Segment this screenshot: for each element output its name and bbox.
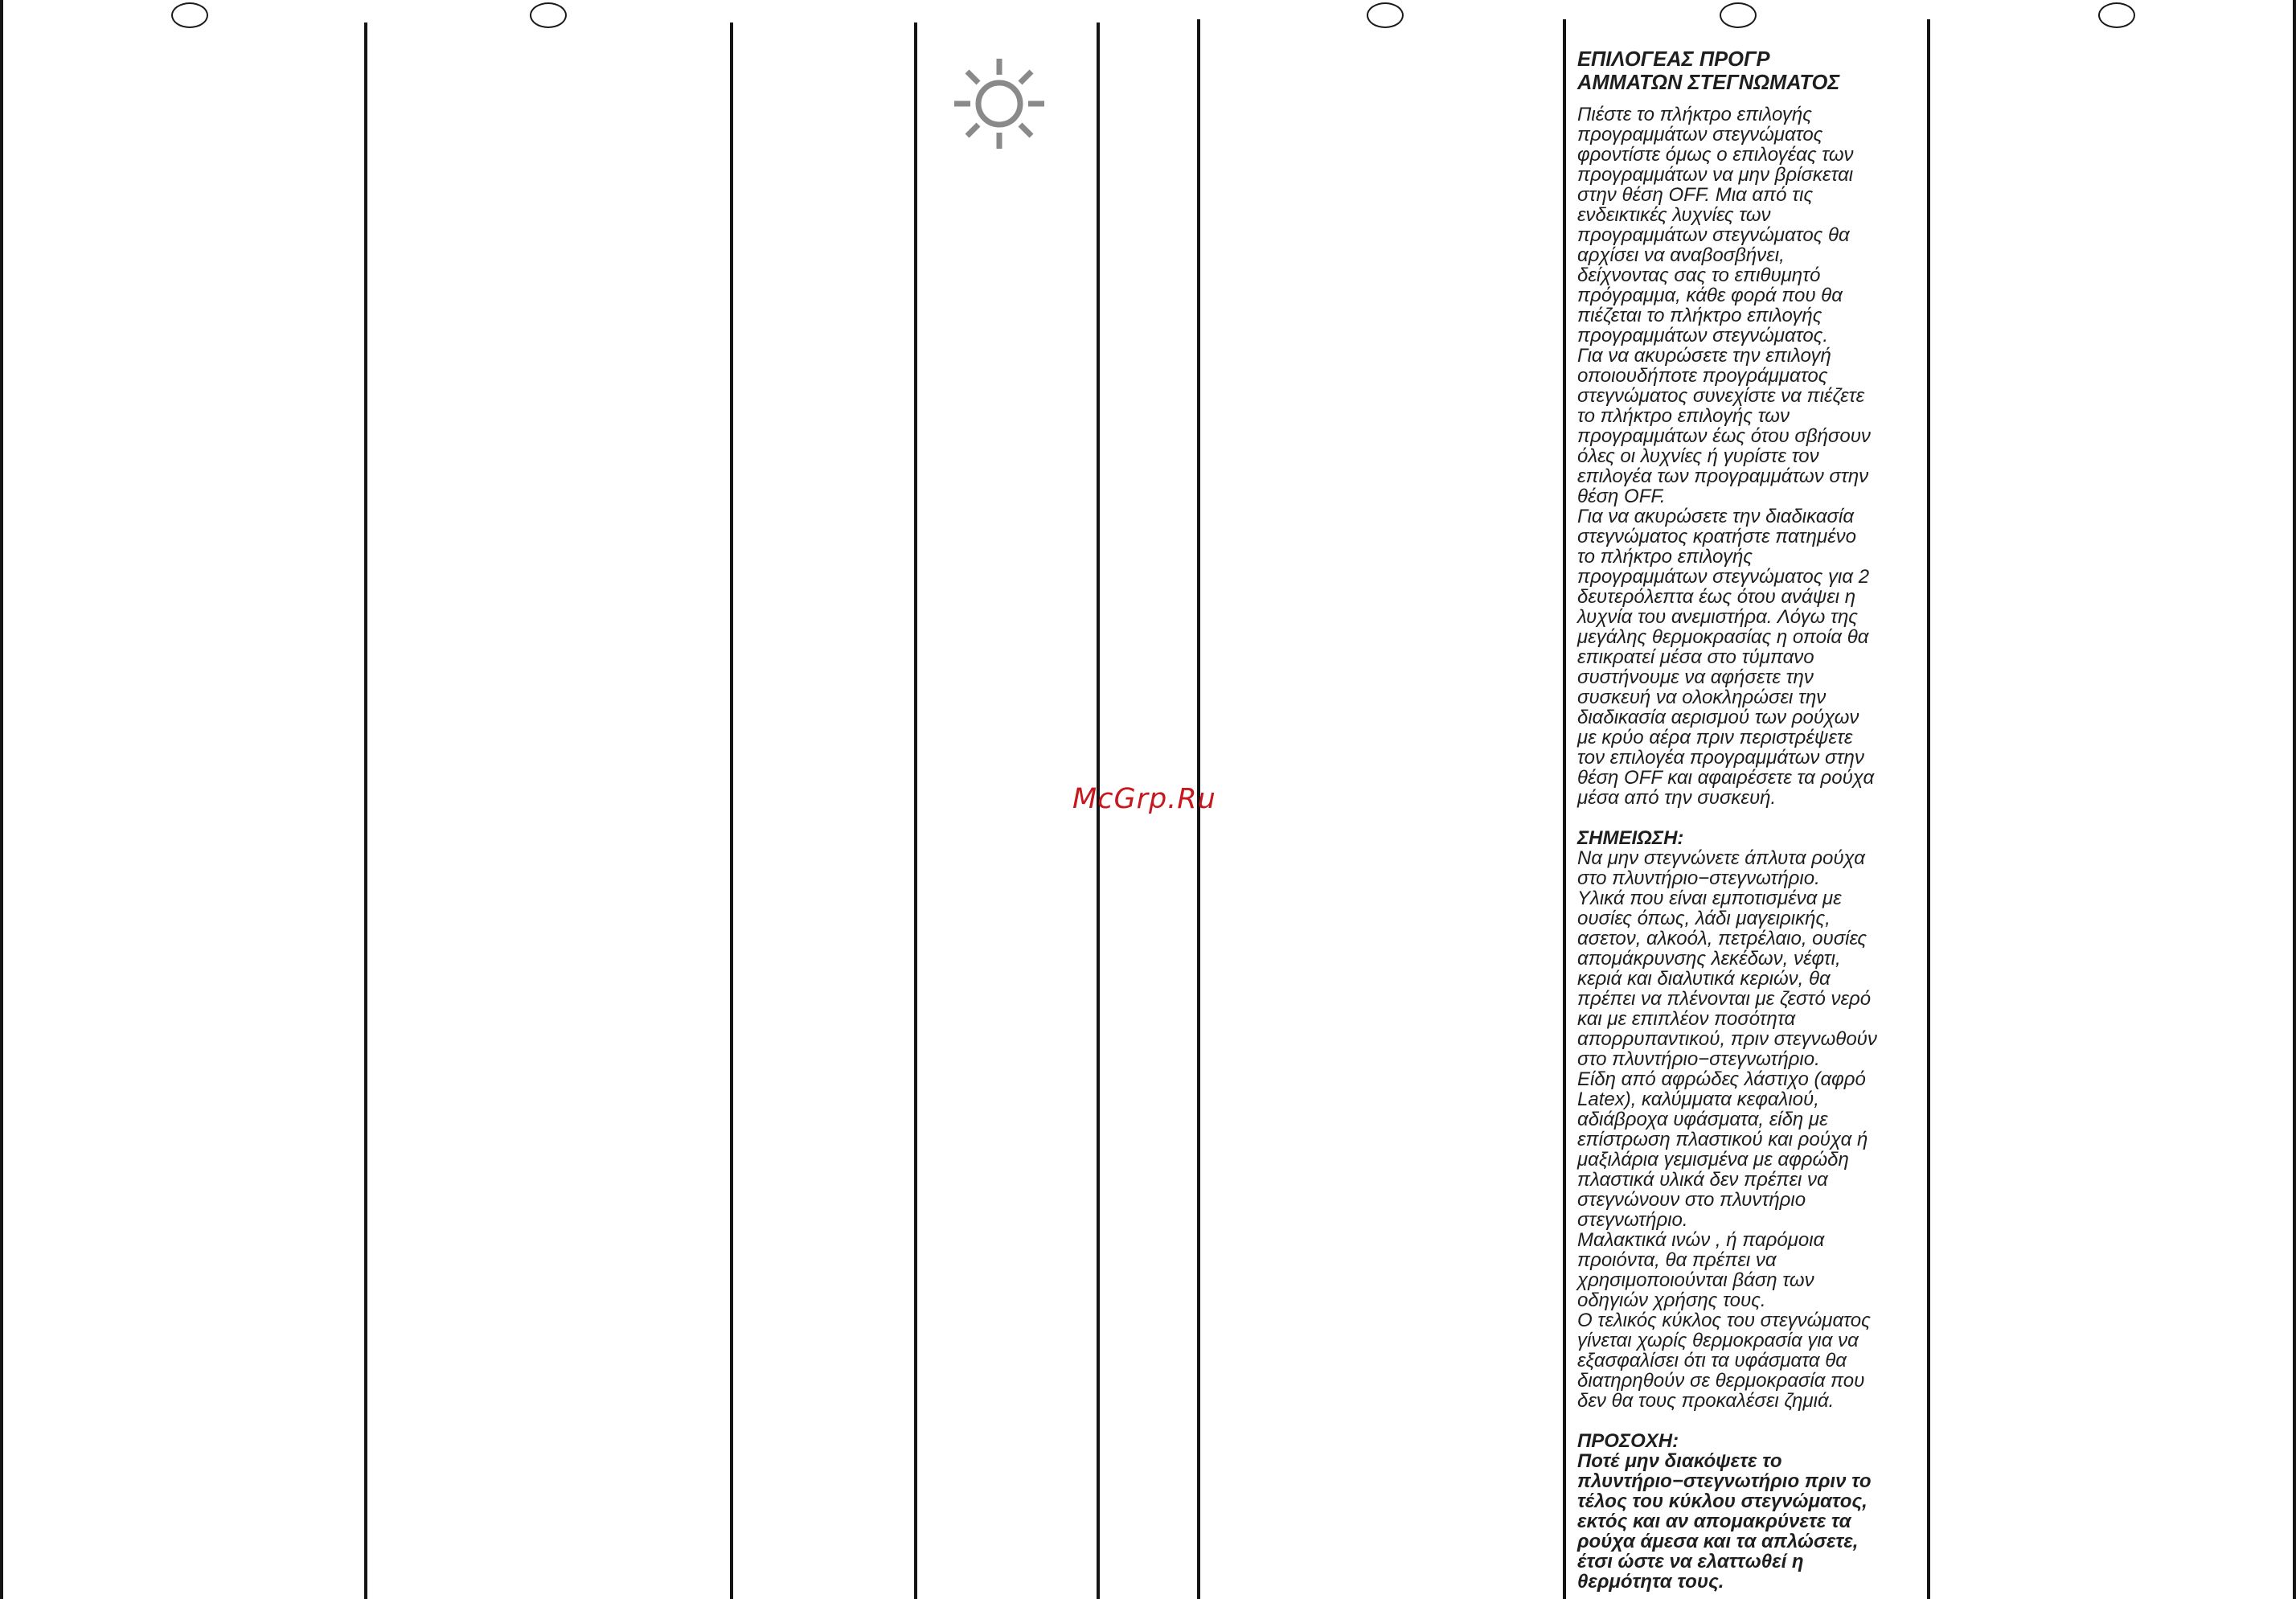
punch-hole-marker <box>1720 2 1757 28</box>
column-rule <box>0 0 3 1599</box>
column-rule <box>2293 0 2296 1599</box>
column-rule <box>914 23 917 1599</box>
column-rule <box>730 23 733 1599</box>
column-rule <box>1563 19 1566 1599</box>
section-heading: ΕΠΙΛΟΓΕΑΣ ΠΡΟΓΡ ΑΜΜΑΤΩΝ ΣΤΕΓΝΩΜΑΤΟΣ <box>1577 48 1840 94</box>
punch-hole-marker <box>1367 2 1404 28</box>
watermark: McGrp.Ru <box>1072 783 1216 815</box>
dryer-program-selector-section <box>1577 48 1931 1592</box>
punch-hole-marker <box>171 2 208 28</box>
column-rule <box>364 23 367 1599</box>
sun-icon <box>953 57 1046 150</box>
punch-hole-marker <box>530 2 567 28</box>
warning-paragraph: Ποτέ μην διακόψετε το πλυντήριο−στεγνωτήριο πριν το τέλος του κύκλου στεγνώματος, εκτός και αν απομακρύνετε τα ρούχα άμεσα και τα απλώσετε, έτσι ώστε να ελαττωθεί η θερμότητα τους. <box>1577 1450 1872 1593</box>
note-title: ΣΗΜΕΙΩΣΗ: <box>1577 827 1684 849</box>
punch-hole-marker <box>2098 2 2135 28</box>
instructions-paragraph: Πιέστε το πλήκτρο επιλογής προγραμμάτων στεγνώματος φροντίστε όμως ο επιλογέας των προγραμμάτων να μην βρίσκεται στην θέση OFF. Μια από τις ενδεικτικές λυχνίες των προγραμμάτων στεγνώματος θα αρχίσει να αναβοσβήνει, δείχνοντας σας το επιθυμητό πρόγραμμα, κάθε φορά που θα πιέζεται το πλήκτρο επιλογής προγραμμάτων στεγνώματος. Για να ακυρώσετε την επιλογή οποιουδήποτε προγράμματος στεγνώματος συνεχίστε να πιέζετε το πλήκτρο επιλογής των προγραμμάτων έως ότου σβήσουν όλες οι λυχνίες ή γυρίστε τον επιλογέα των προγραμμάτων στην θέση OFF. Για να ακυρώσετε την διαδικασία στεγνώματος κρατήστε πατημένο το πλήκτρο επιλογής προγραμμάτων στεγνώματος για 2 δευτερόλεπτα έως ότου ανάψει η λυχνία του ανεμιστήρα. Λόγω της μεγάλης θερμοκρασίας η οποία θα επικρατεί μέσα στο τύμπανο συστήνουμε να αφήσετε την συσκευή να ολοκληρώσει την διαδικασία αερισμού των ρούχων με κρύο αέρα πριν περιστρέψετε τον επιλογέα προγραμμάτων στην θέση OFF και αφαιρέσετε τα ρούχα μέσα από την συσκευή. <box>1577 104 1875 809</box>
note-paragraph: Να μην στεγνώνετε άπλυτα ρούχα στο πλυντήριο−στεγνωτήριο. Υλικά που είναι εμποτισμένα με ουσίες όπως, λάδι μαγειρικής, ασετον, αλκοόλ, πετρέλαιο, ουσίες απομάκρυνσης λεκέδων, νέφτι, κεριά και διαλυτικά κεριών, θα πρέπει να πλένονται με ζεστό νερό και με επιπλέον ποσότητα απορρυπαντικού, πριν στεγνωθούν στο πλυντήριο−στεγνωτήριο. Είδη από αφρώδες λάστιχο (αφρό Latex), καλύμματα κεφαλιού, αδιάβροχα υφάσματα, είδη με επίστρωση πλαστικού και ρούχα ή μαξιλάρια γεμισμένα με αφρώδη πλαστικά υλικά δεν πρέπει να στεγνώνουν στο πλυντήριο στεγνωτήριο. Μαλακτικά ινών , ή παρόμοια προιόντα, θα πρέπει να χρησιμοποιούνται βάση των οδηγιών χρήσης τους. Ο τελικός κύκλος του στεγνώματος γίνεται χωρίς θερμοκρασία για να εξασφαλίσει ότι τα υφάσματα θα διατηρηθούν σε θερμοκρασία που δεν θα τους προκαλέσει ζημιά. <box>1577 847 1877 1412</box>
warning-title: ΠΡΟΣΟΧΗ: <box>1577 1430 1679 1452</box>
